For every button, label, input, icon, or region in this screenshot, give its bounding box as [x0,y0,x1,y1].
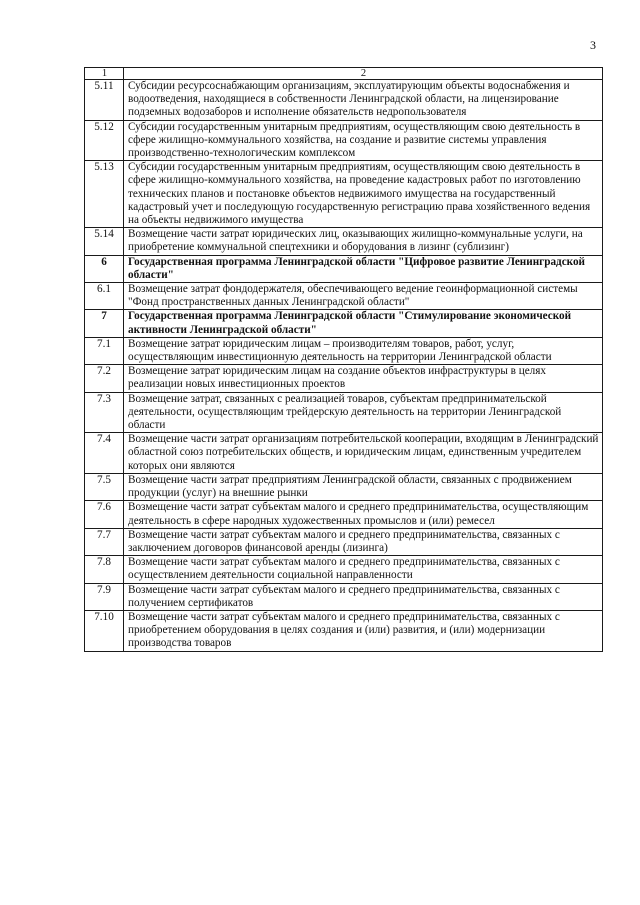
row-text: Возмещение части затрат субъектам малого и среднего предпринимательства, связанных с приобретением оборудования в целях создания и (или) развития, и (или) модернизации производства товаров [124,610,603,651]
row-text: Государственная программа Ленинградской области "Цифровое развитие Ленинградской области" [124,255,603,282]
table-body [85,80,603,652]
row-text: Государственная программа Ленинградской области "Стимулирование экономической активности Ленинградской области" [124,310,603,337]
row-number: 7 [85,310,124,337]
row-number: 5.14 [85,228,124,255]
row-number: 5.13 [85,161,124,228]
row-text: Субсидии государственным унитарным предприятиям, осуществляющим свою деятельность в сфере жилищно-коммунального хозяйства, на проведение кадастровых работ по изготовлению технических планов и постановке объектов недвижимого имущества на государственный кадастровый учет и последующую государственную регистрацию права хозяйственного ведения на объекты недвижимого имущества [124,161,603,228]
subsidy-table [84,67,603,652]
table-row [85,583,603,610]
row-number: 7.4 [85,433,124,474]
row-text: Возмещение части затрат субъектам малого и среднего предпринимательства, связанных с осуществлением деятельности социальной направленности [124,556,603,583]
row-number: 5.11 [85,80,124,121]
header-row [85,68,603,80]
row-number: 7.8 [85,556,124,583]
table-row [85,283,603,310]
row-text: Субсидии государственным унитарным предприятиям, осуществляющим свою деятельность в сфере жилищно-коммунального хозяйства, на создание и развитие системы управления производственно-технологическим комплексом [124,120,603,161]
row-number: 7.3 [85,392,124,433]
row-number: 7.7 [85,528,124,555]
table-row [85,501,603,528]
row-text: Возмещение части затрат предприятиям Ленинградской области, связанных с продвижением продукции (услуг) на внешние рынки [124,473,603,500]
row-text: Возмещение части затрат юридических лиц, оказывающих жилищно-коммунальные услуги, на приобретение коммунальной спецтехники и оборудования в лизинг (сублизинг) [124,228,603,255]
table-row [85,120,603,161]
row-number: 6.1 [85,283,124,310]
table-row-program [85,310,603,337]
page-number: 3 [590,38,596,52]
table-row [85,365,603,392]
row-number: 7.9 [85,583,124,610]
row-number: 5.12 [85,120,124,161]
table-row [85,528,603,555]
row-number: 7.2 [85,365,124,392]
table-row [85,610,603,651]
table-row [85,337,603,364]
table-row-program [85,255,603,282]
row-text: Возмещение части затрат организациям потребительской кооперации, входящим в Ленинградский областной союз потребительских обществ, и юридическим лицам, единственным учредителем которых они являются [124,433,603,474]
header-col-1: 1 [85,68,124,80]
header-col-2: 2 [124,68,603,80]
table-row [85,556,603,583]
row-text: Субсидии ресурсоснабжающим организациям, эксплуатирующим объекты водоснабжения и водоотведения, находящиеся в собственности Ленинградской области, на лицензирование подземных водозаборов и исполнение обязательств недропользователя [124,80,603,121]
row-text: Возмещение части затрат субъектам малого и среднего предпринимательства, осуществляющим деятельность в сфере народных художественных промыслов и (или) ремесел [124,501,603,528]
row-number: 6 [85,255,124,282]
table-row [85,473,603,500]
table-header [85,68,603,80]
table-row [85,433,603,474]
row-number: 7.5 [85,473,124,500]
row-text: Возмещение части затрат субъектам малого и среднего предпринимательства, связанных с получением сертификатов [124,583,603,610]
row-text: Возмещение затрат юридическим лицам на создание объектов инфраструктуры в целях реализации новых инвестиционных проектов [124,365,603,392]
table-row [85,392,603,433]
row-text: Возмещение затрат, связанных с реализацией товаров, субъектам предпринимательской деятельности, осуществляющим трейдерскую деятельность на территории Ленинградской области [124,392,603,433]
row-number: 7.1 [85,337,124,364]
table-row [85,161,603,228]
table-row [85,228,603,255]
row-text: Возмещение затрат фондодержателя, обеспечивающего ведение геоинформационной системы "Фонд пространственных данных Ленинградской области" [124,283,603,310]
row-text: Возмещение затрат юридическим лицам – производителям товаров, работ, услуг, осуществляющим инвестиционную деятельность на территории Ленинградской области [124,337,603,364]
table-row [85,80,603,121]
row-number: 7.10 [85,610,124,651]
row-number: 7.6 [85,501,124,528]
row-text: Возмещение части затрат субъектам малого и среднего предпринимательства, связанных с заключением договоров финансовой аренды (лизинга) [124,528,603,555]
